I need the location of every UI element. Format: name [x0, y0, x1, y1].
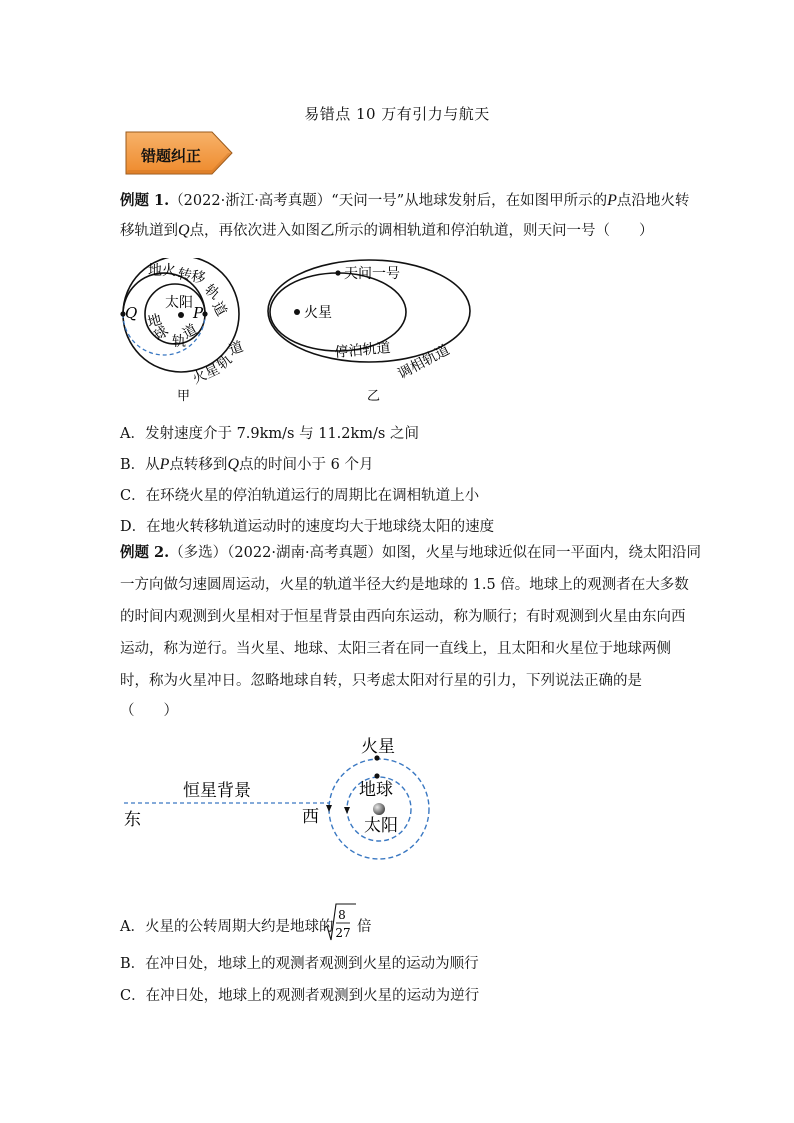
banner-label: 错题纠正: [141, 147, 202, 165]
fraction-numerator: 8: [338, 908, 346, 922]
q1-var-q: Q: [178, 222, 190, 239]
q1-label: 例题 1.: [120, 192, 170, 209]
label-transfer-4: 道: [208, 299, 230, 320]
label-earth-1: 地: [145, 311, 164, 331]
label-mars-1: 火星: [189, 361, 223, 388]
label-west: 西: [302, 807, 319, 827]
q1-text-1b: 点沿地火转: [616, 193, 690, 209]
q2-option-a-text: A．火星的公转周期大约是地球的: [120, 919, 334, 935]
label-sun: 太阳: [364, 816, 398, 836]
label-earth-3: 轨: [172, 334, 186, 350]
q1-line1: [120, 186, 689, 216]
label-q: Q: [125, 304, 138, 322]
label-earth-4: 道: [180, 321, 201, 343]
q1-var-p: P: [607, 192, 617, 209]
fraction-denominator: 27: [335, 926, 351, 940]
caption-jia: 甲: [177, 389, 191, 404]
label-p: P: [193, 304, 204, 322]
q2-text-1: （多选）（2022·湖南·高考真题）如图，火星与地球近似在同一平面内，绕太阳沿同: [169, 545, 702, 561]
label-transfer-3: 轨: [201, 281, 223, 304]
label-star-background: 恒星背景: [183, 781, 251, 801]
q1-option-b-text1: B．从: [120, 457, 160, 473]
figure-opposition: [118, 732, 438, 867]
label-probe: 天问一号: [344, 266, 400, 282]
sqrt-fraction: [323, 902, 357, 944]
q2-line4: 运动，称为逆行。当火星、地球、太阳三者在同一直线上，且太阳和火星位于地球两侧: [120, 641, 671, 657]
page-title: 易错点 10 万有引力与航天: [304, 105, 490, 123]
q1-option-a: A．发射速度介于 7.9km/s 与 11.2km/s 之间: [120, 426, 419, 442]
q2-line6: （ ）: [120, 703, 178, 719]
parking-orbit-ellipse: [270, 273, 406, 351]
p-point: [202, 311, 207, 316]
q2-line5: 时，称为火星冲日。忽略地球自转，只考虑太阳对行星的引力，下列说法正确的是: [120, 673, 642, 689]
label-mars: 火星: [304, 305, 332, 321]
q1-line2: [120, 216, 654, 246]
label-transfer-1: 地火: [148, 263, 176, 279]
figure-yi: [265, 258, 475, 408]
q1-text-2b: 点，再依次进入如图乙所示的调相轨道和停泊轨道，则天问一号（ ）: [189, 223, 654, 239]
q2-option-a: [120, 915, 333, 936]
label-earth-2: 球: [151, 323, 172, 345]
q2-label: 例题 2.: [120, 544, 170, 561]
q1-option-d: D．在地火转移轨道运动时的速度均大于地球绕太阳的速度: [120, 519, 495, 535]
q1-text-1: （2022·浙江·高考真题）“天问一号”从地球发射后，在如图甲所示的: [169, 193, 608, 209]
sun-ball: [373, 803, 385, 815]
label-sun: 太阳: [165, 295, 193, 311]
probe-dot: [335, 270, 340, 275]
earth-dot: [374, 773, 379, 778]
mars-dot: [294, 309, 300, 315]
q2-line3: 的时间内观测到火星相对于恒星背景由西向东运动，称为顺行；有时观测到火星由东向西: [120, 609, 686, 625]
q2-option-b: B．在冲日处，地球上的观测者观测到火星的运动为顺行: [120, 956, 479, 972]
earth-direction-arrow: [344, 807, 350, 814]
q1-option-c: C．在环绕火星的停泊轨道运行的周期比在调相轨道上小: [120, 488, 480, 504]
q1-text-2a: 移轨道到: [120, 223, 178, 239]
label-mars-4: 道: [226, 338, 246, 359]
label-transfer-2: 转移: [176, 266, 207, 287]
label-east: 东: [124, 810, 141, 830]
label-mars-3: 轨: [214, 351, 236, 374]
q1-option-b: [120, 453, 373, 474]
label-earth: 地球: [359, 780, 393, 800]
q2-option-c: C．在冲日处，地球上的观测者观测到火星的运动为逆行: [120, 988, 480, 1004]
label-mars: 火星: [361, 737, 395, 757]
q2-line1: [120, 538, 701, 568]
q1-option-b-text2: 点转移到: [169, 457, 228, 473]
label-phasing: 调相轨道: [395, 342, 453, 383]
sun-dot: [178, 312, 184, 318]
q2-option-a-end: 倍: [357, 919, 372, 935]
caption-yi: 乙: [367, 389, 381, 404]
q2-line2: 一方向做匀速圆周运动，火星的轨道半径大约是地球的 1.5 倍。地球上的观测者在大多数: [120, 577, 689, 593]
q1-option-b-q: Q: [227, 456, 239, 473]
q1-option-b-text3: 点的时间小于 6 个月: [239, 457, 374, 473]
mars-direction-arrow: [326, 805, 332, 812]
q1-option-b-p: P: [159, 456, 170, 473]
figure-jia: [115, 258, 255, 408]
label-parking: 停泊轨道: [333, 340, 392, 361]
